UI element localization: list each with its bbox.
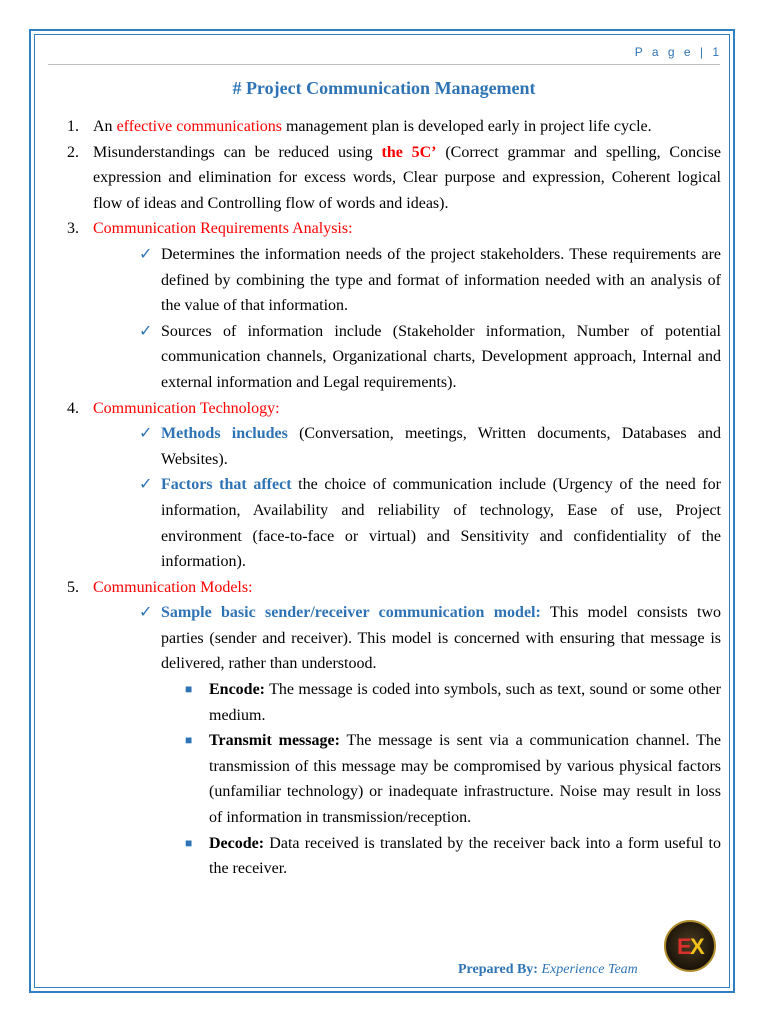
bullet-rest: (Conversation, meetings, Written documents, Databases and Websites). [161,425,721,468]
sub-bullet-text [209,831,721,882]
item-text-part: An [93,118,117,135]
page-title: # Project Communication Management [232,78,536,98]
sub-bullet-term: Decode: [209,834,265,852]
list-item-2 [67,140,721,217]
check-bullet [67,472,721,574]
sub-bullet [67,831,721,882]
bullet-text: Sources of information include (Stakeholder information, Number of potential communication channels, Organizational charts, Development approach, Internal and external information and Legal requirements). [161,322,721,391]
footer-value: Experience Team [537,962,638,977]
item-number: 5. [67,578,79,596]
logo-letter-e: E [677,934,692,959]
item-text [93,114,721,140]
sub-bullet-term: Encode: [209,681,265,699]
header-divider [48,64,720,65]
check-bullet [67,600,721,677]
item-text-part: management plan is developed early in project life cycle. [281,118,652,135]
item-text-part: (Correct grammar and spelling, Concise expression and elimination for excess words, Clear purpose and expression, Coherent logical flow of ideas and Controlling flow of words and ideas). [93,143,721,212]
bullet-rest: the choice of communication include (Urgency of the need for information, Availability and reliability of technology, Ease of use, Project environment (face-to-face or virtual) and Sensitivity and confidentiality of the information). [161,476,721,571]
check-icon: ✓ [139,245,153,263]
check-icon: ✓ [139,604,153,622]
sub-bullet-desc: Data received is translated by the receiver back into a form useful to the receiver. [209,834,721,878]
sub-bullet-text [209,677,721,728]
sub-bullet-desc: The message is sent via a communication channel. The transmission of this message may be compromised by various physical factors (unfamiliar technology) or inadequate infrastructure. Noise may result in loss of information in transmission/reception. [209,732,721,827]
check-icon: ✓ [139,322,153,340]
page-number: P a g e | 1 [634,45,722,59]
item-text [93,140,721,217]
check-bullet [67,319,721,396]
section-heading: Communication Models: [93,578,253,596]
sub-bullet [67,728,721,830]
item-highlight: effective communications [116,118,282,135]
item-number: 1. [67,118,79,135]
check-icon: ✓ [139,476,153,494]
square-bullet-icon: ■ [185,682,193,697]
footer-credit [458,962,638,978]
document-body [67,114,721,882]
sub-bullet-term: Transmit message: [209,732,340,750]
experience-logo [664,920,716,972]
sub-bullet [67,677,721,728]
footer-label: Prepared By: [458,962,538,977]
logo-letter-x: X [690,934,705,959]
section-heading: Communication Technology: [93,399,280,417]
list-item-3 [67,216,721,242]
bullet-rest: This model consists two parties (sender and receiver). This model is concerned with ensuring that message is delivered, rather than understood. [161,604,721,673]
bullet-lead: Methods includes [161,425,288,443]
list-item-1 [67,114,721,140]
list-item-5 [67,575,721,601]
item-highlight: the 5C’ [381,143,437,161]
sub-bullet-desc: The message is coded into symbols, such as text, sound or some other medium. [209,681,721,724]
check-bullet [67,242,721,319]
bullet-lead: Factors that affect [161,476,292,494]
check-bullet [67,421,721,472]
square-bullet-icon: ■ [185,835,193,850]
bullet-text [161,472,721,574]
item-number: 2. [67,143,79,161]
bullet-text [161,421,721,472]
item-text-part: Misunderstandings can be reduced using [93,143,382,161]
square-bullet-icon: ■ [185,733,193,748]
bullet-text [161,600,721,677]
bullet-lead: Sample basic sender/receiver communication model: [161,604,541,622]
bullet-text: Determines the information needs of the project stakeholders. These requirements are defined by combining the type and format of information needed with an analysis of the value of that information. [161,245,721,315]
item-number: 3. [67,220,79,238]
item-number: 4. [67,399,79,417]
list-item-4 [67,396,721,422]
section-heading: Communication Requirements Analysis: [93,220,353,238]
sub-bullet-text [209,728,721,830]
check-icon: ✓ [139,425,153,443]
